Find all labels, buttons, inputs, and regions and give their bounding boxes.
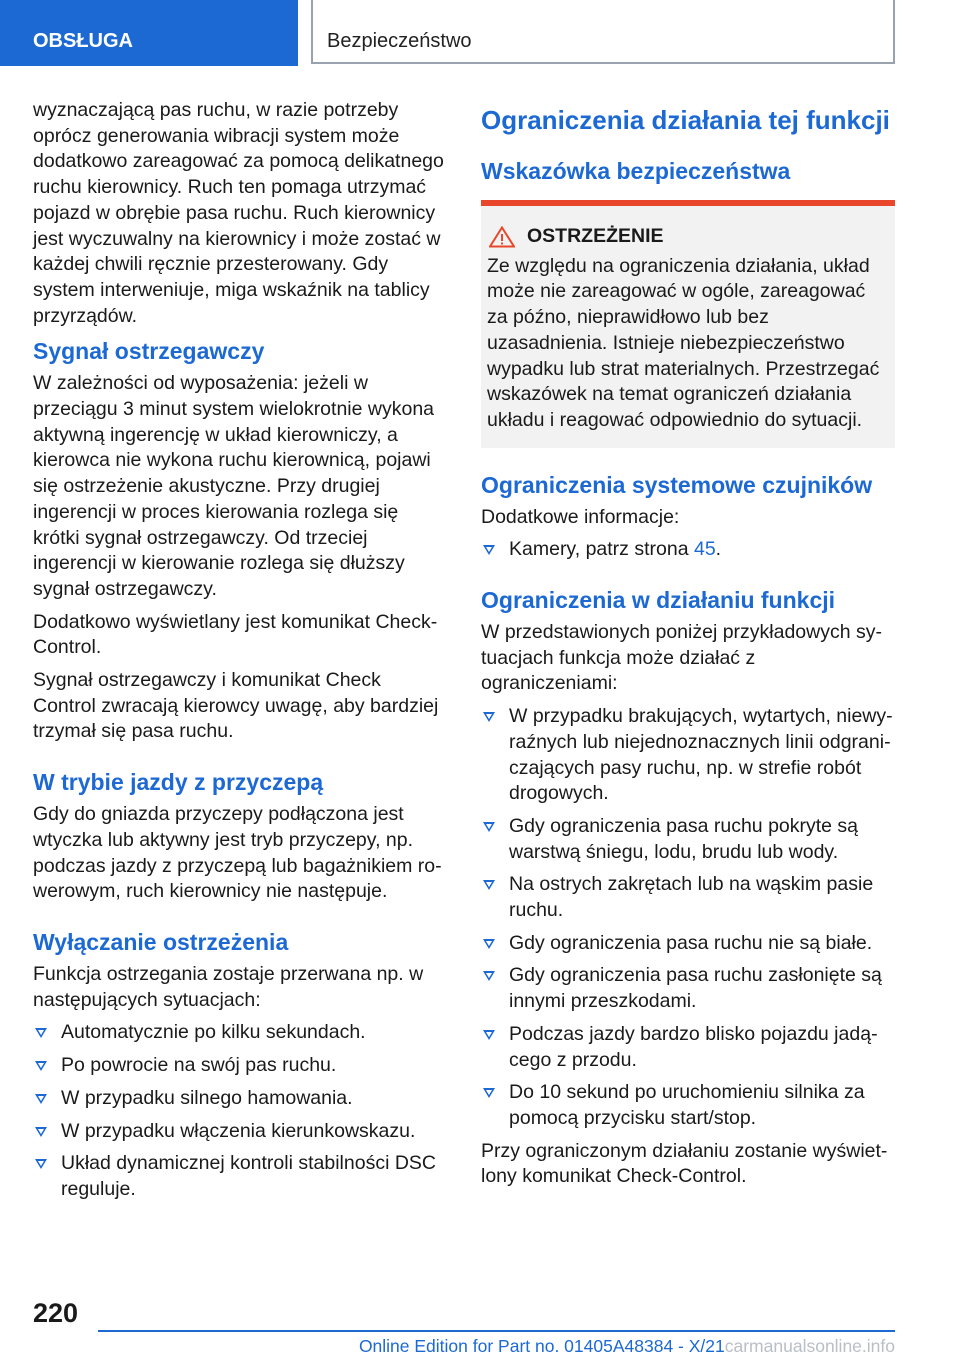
functional-heading: Ograniczenia w działaniu funkcji bbox=[481, 587, 836, 614]
list-item: W przypadku włączenia kierunkowskazu. bbox=[33, 1119, 448, 1145]
disable-paragraph: Funkcja ostrzegania zostaje przerwana np. w następujących sytuacjach: bbox=[33, 962, 424, 1011]
left-column bbox=[33, 98, 448, 1210]
list-item: W przypadku silnego hamowania. bbox=[33, 1086, 448, 1112]
warning-box bbox=[481, 200, 895, 448]
warning-triangle-icon bbox=[489, 226, 515, 248]
intro-paragraph: wyznaczającą pas ruchu, w razie potrzeby oprócz generowania wibracji system może dodatkowo zareagować za pomocą delikatnego ruchu kierownicy. Ruch ten pomaga utrzymać pojazd w obrębie pasa ruchu. Ruch kierownicy jest wyczuwalny na kierownicy i może zostać w każdej chwili ręcznie przesterowany. Gdy system interweniuje, miga wskaźnik na tablicy przyrządów. bbox=[33, 99, 444, 327]
disable-heading: Wyłączanie ostrzeżenia bbox=[33, 928, 289, 955]
triangle-bullet-icon bbox=[483, 1088, 495, 1098]
triangle-bullet-icon bbox=[483, 545, 495, 555]
triangle-bullet-icon bbox=[35, 1028, 47, 1038]
topic-tab: Bezpieczeństwo bbox=[311, 0, 895, 64]
section-tab: OBSŁUGA bbox=[0, 0, 298, 66]
functional-closing: Przy ograniczonym działaniu zostanie wyświetlony komunikat Check-Control. bbox=[481, 1139, 888, 1188]
footer-edition: Online Edition for Part no. 01405A48384 - X/21carmanualsonline.info bbox=[358, 1336, 895, 1356]
list-item: Układ dynamicznej kontroli stabilności DSC reguluje. bbox=[33, 1151, 448, 1202]
warning-signal-heading: Sygnał ostrzegawczy bbox=[33, 338, 265, 365]
warning-signal-paragraph-2: Dodatkowo wyświetlany jest komunikat Check-Control. bbox=[33, 610, 438, 659]
sensors-paragraph: Dodatkowe informacje: bbox=[481, 505, 680, 528]
footer-divider bbox=[98, 1330, 895, 1332]
sensors-heading: Ograniczenia systemowe czujników bbox=[481, 471, 873, 498]
page-link[interactable]: 45 bbox=[693, 538, 716, 561]
list-item: W przypadku brakujących, wytartych, niewyraźnych lub niejednoznacznych linii odgraniczających pasy ruchu, np. w strefie robót drogowych. bbox=[481, 704, 895, 807]
triangle-bullet-icon bbox=[483, 880, 495, 890]
triangle-bullet-icon bbox=[35, 1159, 47, 1169]
list-item: Automatycznie po kilku sekundach. bbox=[33, 1020, 448, 1046]
list-item: Po powrocie na swój pas ruchu. bbox=[33, 1053, 448, 1079]
triangle-bullet-icon bbox=[483, 822, 495, 832]
list-item: Gdy ograniczenia pasa ruchu pokryte są warstwą śniegu, lodu, brudu lub wody. bbox=[481, 814, 895, 865]
warning-text: Ze względu na ograniczenia działania, układ może nie zareagować w ogóle, zareagować za późno, nieprawidłowo lub bez uzasadnienia. Istnieje niebezpieczeństwo wypadku lub strat materialnych. Przestrzegać wskazówek na temat ograniczeń działania układu i reagować odpowiednio do sytuacji. bbox=[487, 254, 880, 431]
functional-list bbox=[481, 704, 895, 1132]
trailer-heading: W trybie jazdy z przyczepą bbox=[33, 769, 324, 796]
trailer-paragraph: Gdy do gniazda przyczepy podłączona jest wtyczka lub aktywny jest tryb przyczepy, np. podczas jazdy z przyczepą lub bagażnikiem rowerowym, ruch kierownicy nie następuje. bbox=[33, 803, 442, 903]
section-title: Ograniczenia działania tej funkcji bbox=[481, 105, 890, 135]
list-item: Podczas jazdy bardzo blisko pojazdu jadącego z przodu. bbox=[481, 1022, 895, 1073]
triangle-bullet-icon bbox=[483, 939, 495, 949]
warning-signal-paragraph-3: Sygnał ostrzegawczy i komunikat Check Control zwracają kierowcy uwagę, aby bardziej trzymał się pasa ruchu. bbox=[33, 669, 439, 743]
list-item: Do 10 sekund po uruchomieniu silnika za pomocą przycisku start/stop. bbox=[481, 1080, 895, 1131]
triangle-bullet-icon bbox=[483, 971, 495, 981]
watermark: carmanualsonline.info bbox=[724, 1336, 895, 1356]
right-column bbox=[481, 98, 895, 1197]
triangle-bullet-icon bbox=[35, 1061, 47, 1071]
triangle-bullet-icon bbox=[35, 1127, 47, 1137]
list-item: Na ostrych zakrętach lub na wąskim pasie ruchu. bbox=[481, 872, 895, 923]
triangle-bullet-icon bbox=[483, 1030, 495, 1040]
warning-signal-paragraph-1: W zależności od wyposażenia: jeżeli w przeciągu 3 minut system wielokrotnie wykona aktywną ingerencję w układ kierowniczy, a kierowca nie wykona ruchu kierownicą, pojawi się ostrzeżenie akustyczne. Przy drugiej ingerencji w proces kierowania rozlega się krótki sygnał ostrzegawczy. Od trzeciej ingerencji w kierowanie rozlega się dłuższy sygnał ostrzegawczy. bbox=[33, 372, 435, 600]
list-item: Kamery, patrz strona 45. bbox=[481, 537, 895, 563]
page-number: 220 bbox=[33, 1298, 79, 1328]
list-item: Gdy ograniczenia pasa ruchu nie są białe. bbox=[481, 931, 895, 957]
warning-label: OSTRZEŻENIE bbox=[527, 225, 664, 247]
warning-title bbox=[487, 224, 889, 250]
page-header bbox=[0, 0, 960, 66]
sensors-list bbox=[481, 537, 895, 563]
list-item: Gdy ograniczenia pasa ruchu zasłonięte są innymi przeszkodami. bbox=[481, 963, 895, 1014]
safety-heading: Wskazówka bezpieczeństwa bbox=[481, 158, 791, 184]
disable-list bbox=[33, 1020, 448, 1202]
triangle-bullet-icon bbox=[35, 1094, 47, 1104]
functional-paragraph: W przedstawionych poniżej przykładowych sytuacjach funkcja może działać z ograniczeniami: bbox=[481, 621, 882, 695]
triangle-bullet-icon bbox=[483, 712, 495, 722]
